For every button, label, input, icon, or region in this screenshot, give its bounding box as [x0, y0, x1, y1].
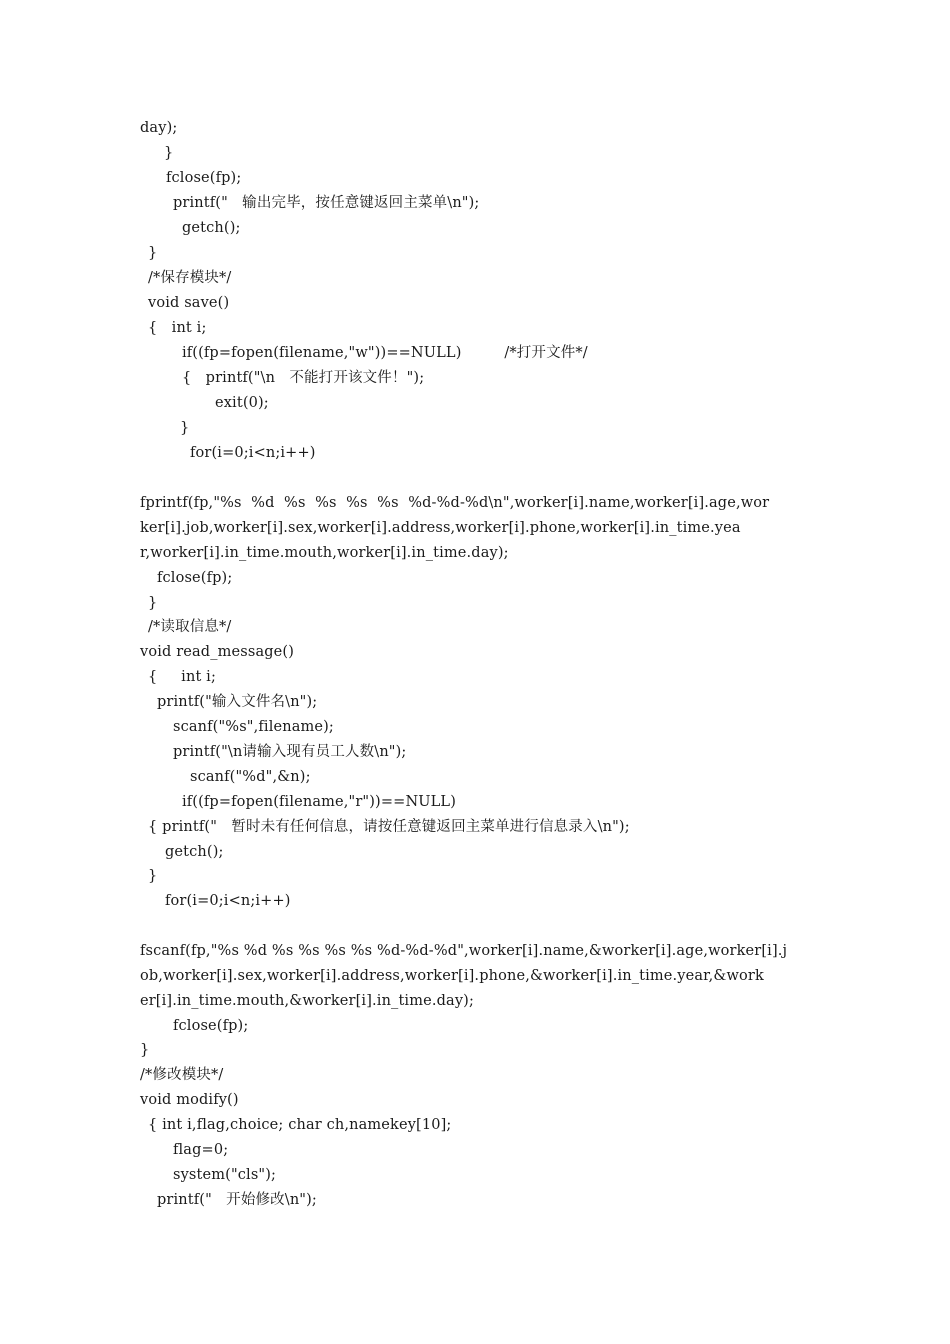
code-line: }	[148, 868, 158, 884]
code-line: }	[180, 420, 190, 436]
code-line: ker[i].job,worker[i].sex,worker[i].address,worker[i].phone,worker[i].in_time.yea	[140, 520, 741, 536]
code-line: }	[140, 1042, 150, 1058]
code-line: void save()	[148, 295, 230, 311]
code-line: fclose(fp);	[166, 170, 242, 186]
code-line: /*保存模块*/	[148, 270, 232, 286]
code-line: scanf("%s",filename);	[173, 719, 334, 735]
code-line: if((fp=fopen(filename,"r"))==NULL)	[182, 794, 457, 810]
code-line: printf("输入文件名\n");	[157, 694, 318, 710]
code-line: getch();	[182, 220, 241, 236]
code-line: getch();	[165, 844, 224, 860]
code-line: }	[148, 245, 158, 261]
code-line: exit(0);	[215, 395, 269, 411]
code-line: { int i;	[148, 669, 217, 685]
code-line: }	[164, 145, 174, 161]
code-line: fclose(fp);	[157, 570, 233, 586]
code-line: if((fp=fopen(filename,"w"))==NULL) /*打开文件*/	[182, 345, 588, 361]
code-line: day);	[140, 120, 178, 136]
code-line: }	[148, 595, 158, 611]
code-line: fclose(fp);	[173, 1018, 249, 1034]
code-line: scanf("%d",&n);	[190, 769, 311, 785]
code-line: { printf(" 暂时未有任何信息，请按任意键返回主菜单进行信息录入\n");	[148, 819, 630, 835]
code-line: { int i,flag,choice; char ch,namekey[10];	[148, 1117, 452, 1133]
code-line: printf(" 开始修改\n");	[157, 1192, 317, 1208]
code-line: flag=0;	[173, 1142, 229, 1158]
code-line: void read_message()	[140, 644, 295, 660]
code-line: for(i=0;i<n;i++)	[190, 445, 316, 461]
code-line: /*修改模块*/	[140, 1067, 224, 1083]
code-line: fprintf(fp,"%s %d %s %s %s %s %d-%d-%d\n",worker[i].name,worker[i].age,wor	[140, 495, 770, 511]
code-line: fscanf(fp,"%s %d %s %s %s %s %d-%d-%d",worker[i].name,&worker[i].age,worker[i].j	[140, 943, 788, 959]
code-line: { printf("\n 不能打开该文件！");	[182, 370, 425, 386]
code-line: ob,worker[i].sex,worker[i].address,worker[i].phone,&worker[i].in_time.year,&work	[140, 968, 764, 984]
code-line: /*读取信息*/	[148, 619, 232, 635]
code-line: { int i;	[148, 320, 207, 336]
code-line: system("cls");	[173, 1167, 277, 1183]
code-line: r,worker[i].in_time.mouth,worker[i].in_time.day);	[140, 545, 509, 561]
code-line: for(i=0;i<n;i++)	[165, 893, 291, 909]
code-line: printf(" 输出完毕，按任意键返回主菜单\n");	[173, 195, 480, 211]
code-line: void modify()	[140, 1092, 239, 1108]
code-line: er[i].in_time.mouth,&worker[i].in_time.day);	[140, 993, 475, 1009]
code-line: printf("\n请输入现有员工人数\n");	[173, 744, 407, 760]
